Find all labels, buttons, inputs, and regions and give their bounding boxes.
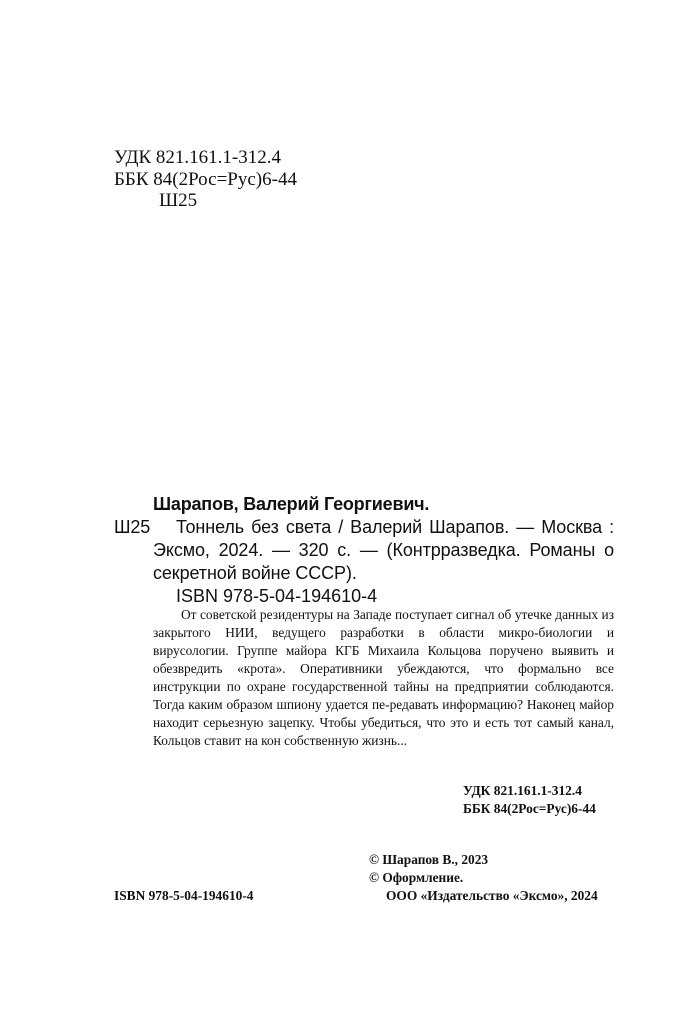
udk-top: УДК 821.161.1-312.4: [114, 147, 281, 168]
udk-bottom: УДК 821.161.1-312.4: [463, 783, 582, 798]
record-series-line: секретной войне СССР).: [153, 563, 357, 583]
record-isbn: ISBN 978-5-04-194610-4: [176, 586, 378, 606]
author-sign-top: Ш25: [159, 190, 198, 211]
bbk-top: ББК 84(2Рос=Рус)6-44: [114, 169, 297, 190]
copyright-publisher: ООО «Издательство «Эксмо», 2024: [386, 888, 598, 903]
isbn-bottom: ISBN 978-5-04-194610-4: [114, 888, 254, 903]
record-code: Ш25: [114, 517, 151, 537]
record-publisher-line: Эксмо, 2024. — 320 с. — (Контрразведка. Романы о: [153, 540, 614, 560]
annotation-text: От советской резидентуры на Западе поступает сигнал об утечке данных из закрытого НИИ, ведущего разработки в области микро-биологии и вирусологии. Группе майора КГБ Михаила Кольцова поручено выявить и обезвредить «крота». Оперативники убеждаются, что формально все инструкции по охране государственной тайны на предприятии соблюдаются. Тогда каким образом шпиону удается пе-редавать информацию? Наконец майор находит серьезную зацепку. Чтобы убедиться, что это и есть тот самый канал, Кольцов ставит на кон собственную жизнь...: [153, 607, 614, 748]
bbk-bottom: ББК 84(2Рос=Рус)6-44: [463, 801, 596, 816]
record-author: Шарапов, Валерий Георгиевич.: [153, 494, 430, 514]
record-title-line: Тоннель без света / Валерий Шарапов. — Москва :: [176, 517, 614, 537]
copyright-author: © Шарапов В., 2023: [369, 852, 489, 867]
copyright-design: © Оформление.: [369, 870, 464, 885]
